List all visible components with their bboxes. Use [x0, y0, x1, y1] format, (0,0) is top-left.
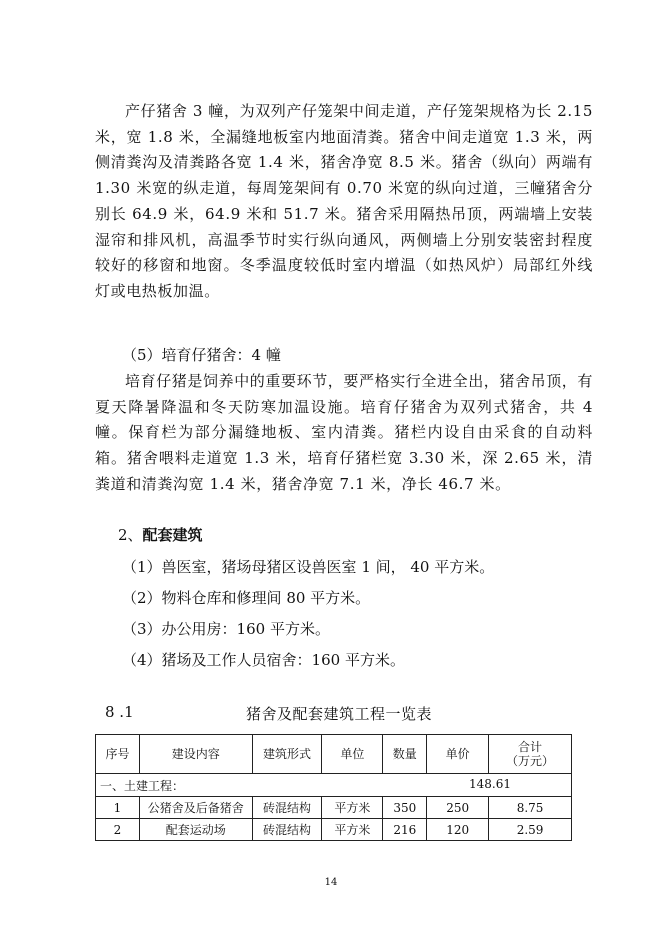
- table-cell: 2.59: [489, 819, 572, 841]
- table-cell: 8.75: [489, 797, 572, 819]
- page-number: 14: [324, 877, 338, 888]
- table-row: [96, 819, 572, 841]
- list-item: （2）物料仓库和修理间 80 平方米。: [122, 589, 371, 607]
- list-item: （3）办公用房：160 平方米。: [122, 620, 330, 638]
- list-item: （4）猪场及工作人员宿舍：160 平方米。: [122, 651, 405, 669]
- table-cell: 配套运动场: [139, 819, 252, 841]
- section-label: 一、土建工程：: [100, 778, 185, 793]
- table-title: 猪舍及配套建筑工程一览表: [246, 705, 433, 723]
- section-number: 2、: [118, 526, 143, 544]
- section-cell: [96, 774, 572, 797]
- section-total: 148.61: [469, 776, 511, 791]
- table-row: [96, 797, 572, 819]
- table-cell: 砖混结构: [252, 819, 322, 841]
- engineering-table: [95, 734, 572, 841]
- table-cell: 1: [96, 797, 140, 819]
- table-cell: 216: [383, 819, 427, 841]
- list-item: （1）兽医室，猪场母猪区设兽医室 1 间， 40 平方米。: [122, 558, 495, 576]
- header-total-unit: （万元）: [506, 754, 555, 768]
- header-cell: 建筑形式: [252, 735, 322, 774]
- table-header-row: [96, 735, 572, 774]
- table-section-row: [96, 774, 572, 797]
- farrowing-paragraph: [95, 99, 593, 305]
- table-cell: 120: [427, 819, 489, 841]
- table-cell: 公猪舍及后备猪舍: [139, 797, 252, 819]
- header-cell: 数量: [383, 735, 427, 774]
- header-cell: 序号: [96, 735, 140, 774]
- table-number: 8 .1: [105, 703, 134, 721]
- section-title: 配套建筑: [142, 526, 203, 544]
- table-cell: 平方米: [322, 797, 383, 819]
- header-total-label: 合计: [518, 740, 543, 754]
- header-cell: 建设内容: [139, 735, 252, 774]
- table-cell: 350: [383, 797, 427, 819]
- nursery-paragraph: [95, 369, 593, 498]
- section-heading: [118, 522, 203, 548]
- table-caption: [95, 703, 573, 725]
- table-cell: 2: [96, 819, 140, 841]
- header-cell: 单位: [322, 735, 383, 774]
- header-cell-total: [489, 735, 572, 774]
- nursery-heading: （5）培育仔猪舍：4 幢: [122, 346, 281, 364]
- table-cell: 砖混结构: [252, 797, 322, 819]
- table-cell: 平方米: [322, 819, 383, 841]
- farrowing-text: 产仔猪舍 3 幢，为双列产仔笼架中间走道，产仔笼架规格为长 2.15 米，宽 1.8 米，全漏缝地板室内地面清粪。猪舍中间走道宽 1.3 米，两侧清粪沟及清粪路各宽 1.4 米，猪舍净宽 8.5 米。猪舍（纵向）两端有 1.30 米宽的纵走道，每周笼架间有 0.70 米宽的纵向过道，三幢猪舍分别长 64.9 米，64.9 米和 51.7 米。猪舍采用隔热吊顶，两端墙上安装湿帘和排风机，高温季节时实行纵向通风，两侧墙上分别安装密封程度较好的移窗和地窗。冬季温度较低时室内增温（如热风炉）局部红外线灯或电热板加温。: [95, 102, 593, 300]
- nursery-text: 培育仔猪是饲养中的重要环节，要严格实行全进全出，猪舍吊顶，有夏天降暑降温和冬天防寒加温设施。培育仔猪舍为双列式猪舍，共 4 幢。保育栏为部分漏缝地板、室内清粪。猪栏内设自由采食的自动料箱。猪舍喂料走道宽 1.3 米，培育仔猪栏宽 3.30 米，深 2.65 米，清粪道和清粪沟宽 1.4 米，猪舍净宽 7.1 米，净长 46.7 米。: [95, 372, 594, 493]
- table-cell: 250: [427, 797, 489, 819]
- header-cell: 单价: [427, 735, 489, 774]
